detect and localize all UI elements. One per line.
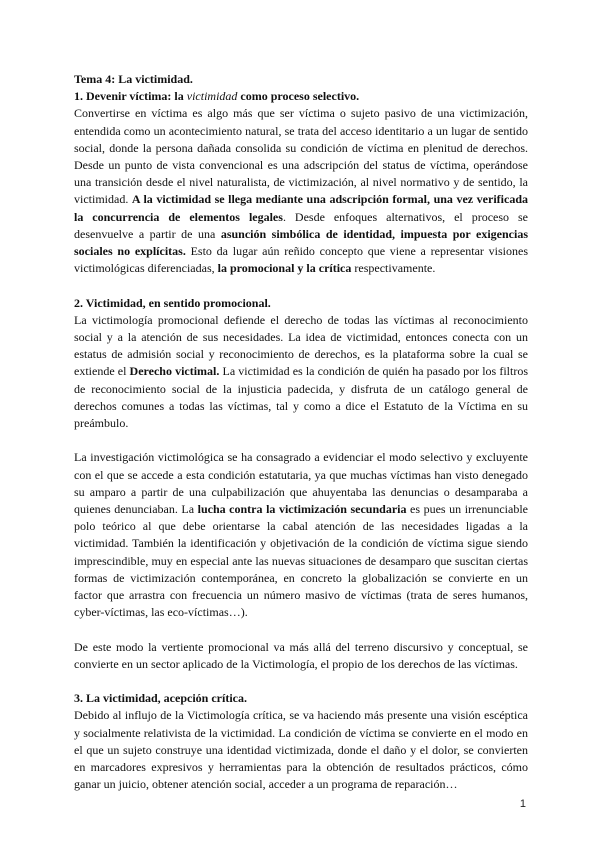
section-1-heading bbox=[74, 88, 528, 105]
s1-text-a: Convertirse en víctima es algo más que ser víctima o sujeto pasivo de una victimización, entendida como un acontecimiento natural, se trata del acceso identitario a un lugar de sentido social, donde la persona dañada consolida su condición de víctima en plenitud de derechos. Desde un punto de vista convencional es una adscripción del status de víctima, operándose una transición desde el nivel naturalista, de victimización, al nivel normativo y de sentido, la victimidad. bbox=[74, 106, 528, 207]
section-2-paragraph-3: De este modo la vertiente promocional va más allá del terreno discursivo y conceptual, se convierte en un sector aplicado de la Victimología, el propio de los derechos de las víctimas. bbox=[74, 639, 528, 671]
s2p1-text-c: La victimidad es la condición de quién ha pasado por los filtros de reconocimiento social de la injusticia padecida, y disfruta de un catálogo general de derechos comunes a todas las víctimas, tal y como a dice el Estatuto de la Víctima en su preámbulo. bbox=[74, 364, 528, 431]
s1-text-c: . Desde enfoques alternativos, el proceso se desenvuelve a partir de una bbox=[74, 209, 528, 241]
section-1-heading-post: como proceso selectivo. bbox=[237, 89, 360, 104]
s1-bold-f: la promocional y la crítica bbox=[217, 261, 352, 276]
section-3-heading: 3. La victimidad, acepción crítica. bbox=[74, 691, 247, 706]
section-3-paragraph-1: Debido al influjo de la Victimología crítica, se va haciendo más presente una visión escéptica y socialmente relativista de la victimidad. La condición de víctima se convierte en el modo en el que un sujeto construye una identidad victimizada, donde el daño y el dolor, se convierten en marcadores expresivos y herramientas para la obtención de resultados prácticos, cómo ganar un juicio, obtener atención social, acceder a un programa de reparación… bbox=[74, 708, 528, 792]
s2p2-text-c: es pues un irrenunciable polo teórico al que debe orientarse la cabal atención de las necesidades ligadas a la victimidad. También la identificación y objetivación de la condición de víctima sigue siendo imprescindible, muy en especial ante las nuevas situaciones de desamparo que suscitan ciertas formas de victimización contemporánea, en concreto la globalización se convierte en un factor que arrastra con frecuencia un número masivo de víctimas (trata de seres humanos, cyber-víctimas, las eco-víctimas…). bbox=[74, 502, 529, 620]
s2p2-text-a: La investigación victimológica se ha consagrado a evidenciar el modo selectivo y excluyente con el que se accede a esta condición estatutaria, ya que muchas víctimas han visto denegado su amparo a partir de una culpabilización que ahuyentaba las denuncias o desamparaba a quienes denunciaban. La bbox=[74, 450, 528, 517]
section-2-paragraph-2 bbox=[74, 449, 528, 621]
s1-bold-d: asunción simbólica de identidad, impuesta por exigencias sociales no explícitas. bbox=[74, 226, 528, 259]
section-1-paragraph bbox=[74, 105, 528, 277]
section-2-paragraph-1 bbox=[74, 312, 528, 432]
s1-text-g: respectivamente. bbox=[351, 261, 436, 276]
s1-bold-b: A la victimidad se llega mediante una adscripción formal, una vez verificada la concurrencia de elementos legales bbox=[74, 192, 528, 224]
s2p1-text-a: La victimología promocional defiende el derecho de todas las víctimas al reconocimiento social y a la atención de sus necesidades. La idea de victimidad, entonces conecta con un estatus de admisión social y reconocimiento de derechos, es la plataforma sobre la cual se extiende el bbox=[74, 312, 528, 379]
s2p1-bold-b: Derecho victimal. bbox=[129, 364, 220, 379]
document-page bbox=[74, 71, 528, 793]
section-1-heading-pre: 1. Devenir víctima: la bbox=[74, 89, 187, 104]
s2p2-bold-b: lucha contra la victimización secundaria bbox=[197, 502, 407, 517]
document-title: Tema 4: La victimidad. bbox=[74, 72, 193, 86]
s1-text-e: Esto da lugar aún reñido concepto que viene a representar visiones victimológicas diferenciadas, bbox=[74, 244, 529, 276]
section-1-heading-em: victimidad bbox=[186, 89, 238, 104]
section-2-heading: 2. Victimidad, en sentido promocional. bbox=[74, 295, 271, 310]
page-number: 1 bbox=[519, 798, 526, 810]
